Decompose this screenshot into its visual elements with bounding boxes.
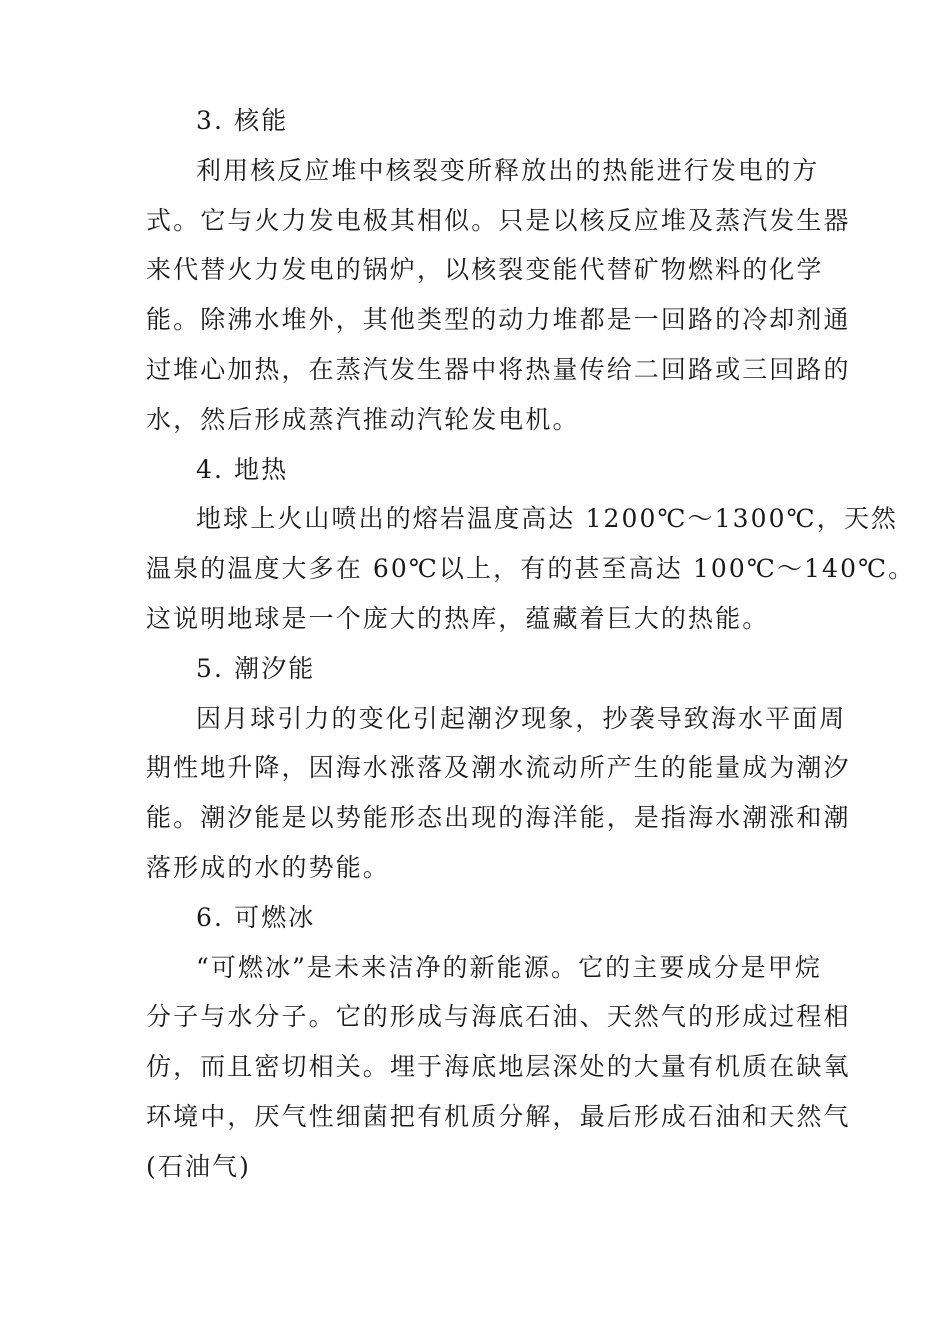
section-heading-nuclear: 3. 核能: [196, 106, 289, 135]
section-paragraph-tidal: [146, 694, 851, 893]
text-line: 能。潮汐能是以势能形态出现的海洋能，是指海水潮涨和潮: [146, 803, 851, 833]
text-line: 环境中，厌气性细菌把有机质分解，最后形成石油和天然气: [146, 1101, 851, 1131]
section-heading-tidal: 5. 潮汐能: [196, 653, 316, 683]
text-line: 落形成的水的势能。: [146, 852, 390, 882]
text-line: 这说明地球是一个庞大的热库，蕴藏着巨大的热能。: [146, 603, 770, 633]
text-line: 式。它与火力发电极其相似。只是以核反应堆及蒸汽发生器: [146, 205, 851, 235]
document-body: [146, 96, 916, 1192]
text-line: 温泉的温度大多在 60℃以上，有的甚至高达 100℃～140℃。: [146, 554, 916, 584]
text-line: 因月球引力的变化引起潮汐现象，抄袭导致海水平面周: [196, 703, 847, 733]
text-line: 分子与水分子。它的形成与海底石油、天然气的形成过程相: [146, 1002, 851, 1032]
text-line: 过堆心加热，在蒸汽发生器中将热量传给二回路或三回路的: [146, 354, 851, 384]
text-line: 能。除沸水堆外，其他类型的动力堆都是一回路的冷却剂通: [146, 305, 851, 335]
text-line: 水，然后形成蒸汽推动汽轮发电机。: [146, 404, 580, 434]
text-line: 来代替火力发电的锅炉，以核裂变能代替矿物燃料的化学: [146, 255, 824, 285]
section-paragraph-nuclear: [146, 146, 851, 445]
text-line: 仿，而且密切相关。埋于海底地层深处的大量有机质在缺氧: [146, 1052, 851, 1082]
section-heading-geothermal: 4. 地热: [196, 454, 289, 484]
text-line: 期性地升降，因海水涨落及潮水流动所产生的能量成为潮汐: [146, 753, 851, 783]
section-paragraph-combustible-ice: [146, 943, 851, 1192]
section-heading-combustible-ice: 6. 可燃冰: [196, 902, 316, 932]
section-paragraph-geothermal: [146, 494, 916, 643]
text-line: “可燃冰”是未来洁净的新能源。它的主要成分是甲烷: [196, 952, 822, 982]
text-line: 利用核反应堆中核裂变所释放出的热能进行发电的方: [196, 155, 820, 185]
text-line: 地球上火山喷出的熔岩温度高达 1200℃～1300℃，天然: [196, 504, 899, 534]
text-line: (石油气): [146, 1151, 252, 1181]
